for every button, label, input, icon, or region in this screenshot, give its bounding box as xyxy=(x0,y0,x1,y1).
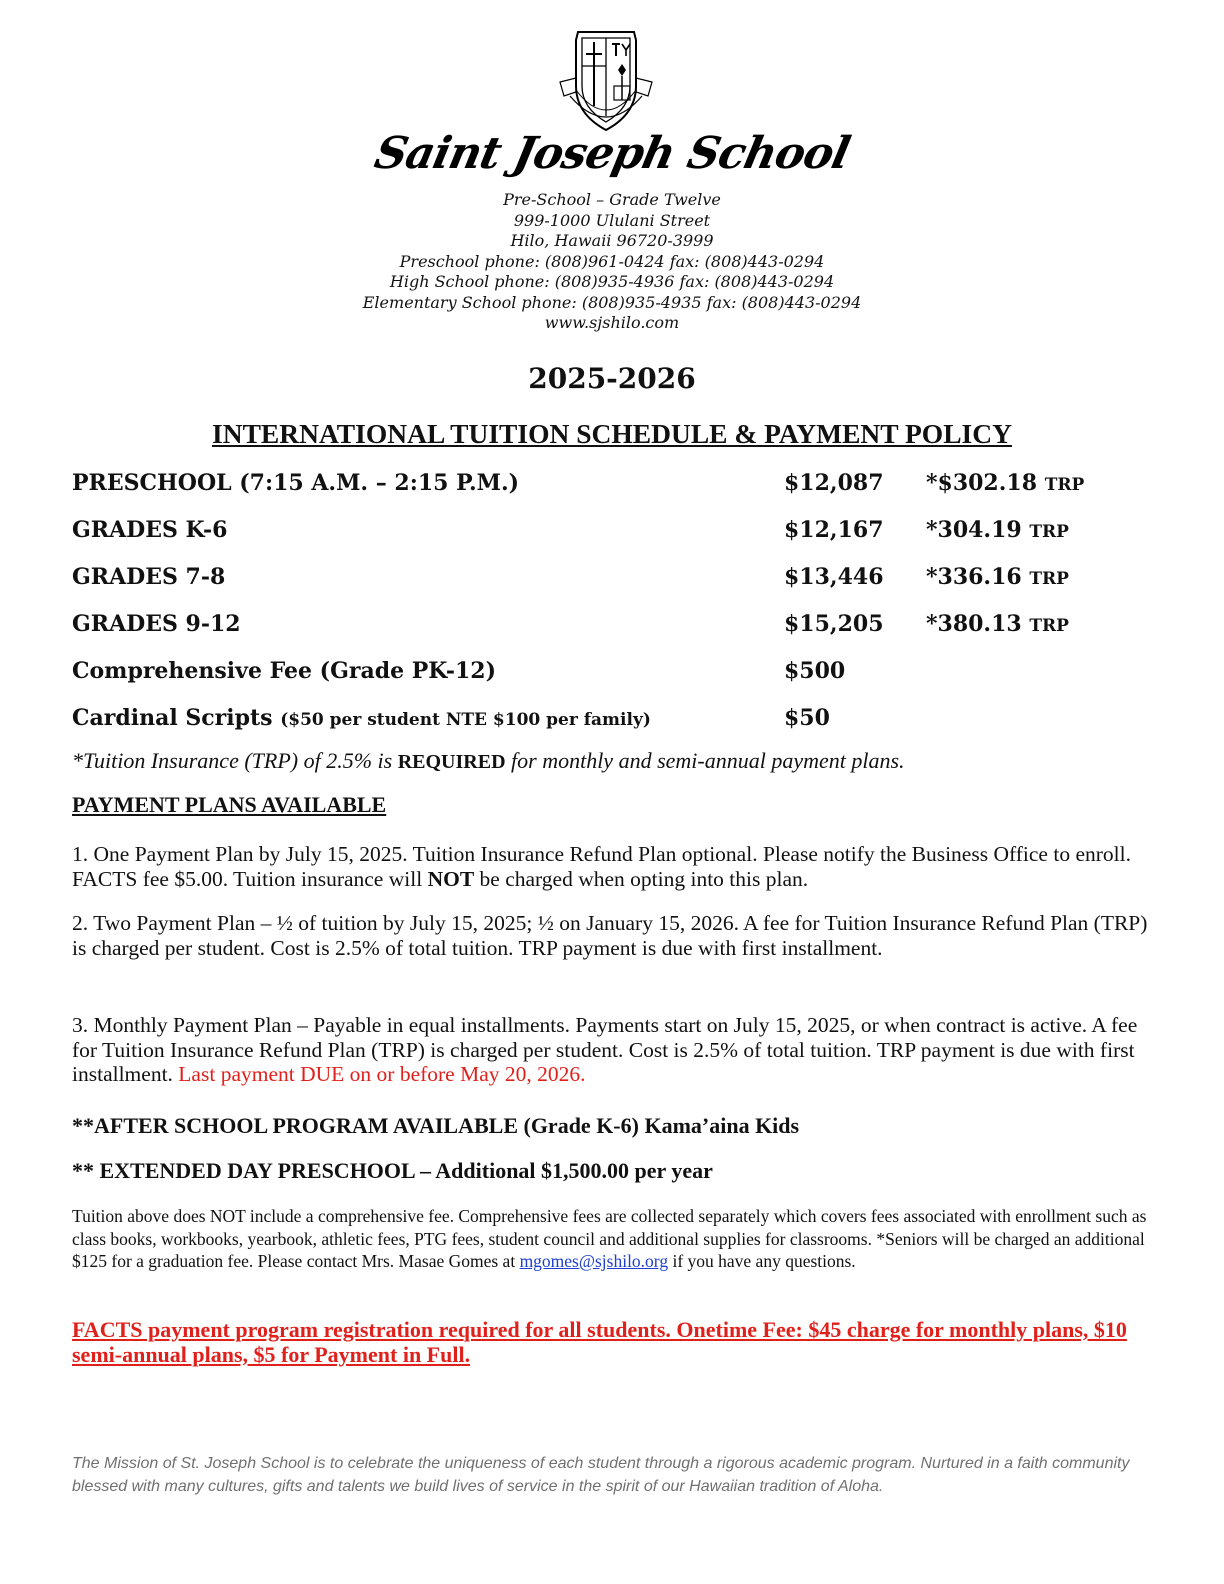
comprehensive-fee-note xyxy=(72,1205,1147,1273)
trp-note-text-end: for monthly and semi-annual payment plans. xyxy=(505,748,905,773)
address-line: High School phone: (808)935-4936 fax: (808)443-0294 xyxy=(389,272,835,291)
fee-label xyxy=(72,705,651,731)
facts-registration-notice: FACTS payment program registration required for all students. Onetime Fee: $45 charge for monthly plans, $10 semi-annual plans, $5 for Payment in Full. xyxy=(72,1317,1127,1367)
school-crest-icon xyxy=(556,26,656,134)
address-line: Elementary School phone: (808)935-4935 fax: (808)443-0294 xyxy=(362,292,862,312)
fee-trp xyxy=(926,611,1069,637)
address-line: Hilo, Hawaii 96720-3999 xyxy=(510,231,714,250)
mission-statement: The Mission of St. Joseph School is to celebrate the uniqueness of each student through a rigorous academic program. Nurtured in a faith community blessed with many cultures, gifts and talents we build lives of service in the spirit of our Hawaiian tradition of Aloha. xyxy=(72,1455,1130,1495)
fee-label-sub: ($50 per student NTE $100 per family) xyxy=(280,710,651,730)
fee-label: GRADES K-6 xyxy=(72,517,228,543)
plan-text-bold: NOT xyxy=(427,866,475,891)
trp-note-text: *Tuition Insurance (TRP) of 2.5% is xyxy=(72,748,398,773)
plan-two-payment: 2. Two Payment Plan – ½ of tuition by July 15, 2025; ½ on January 15, 2026. A fee for Tuition Insurance Refund Plan (TRP) is charged per student. Cost is 2.5% of total tuition. TRP payment is due with first installment. xyxy=(72,911,1148,960)
note-text: Tuition above does NOT include a comprehensive fee. Comprehensive fees are collected separately which covers fees associated with enrollment such as class books, workbooks, yearbook, athletic fees, PTG fees, student council and additional supplies for classrooms. *Seniors will be charged an additional $125 for a graduation fee. Please contact Mrs. Masae Gomes at xyxy=(72,1206,1147,1271)
plan-text: 3. Monthly Payment Plan – Payable in equal installments. Payments start on July 15, 2025, or when contract is active. A fee for Tuition Insurance Refund Plan (TRP) is charged per student. Cost is 2.5% of total tuition. TRP payment is due with first installment. xyxy=(72,1013,1138,1086)
fee-row-comprehensive xyxy=(72,650,1152,697)
fee-label: PRESCHOOL (7:15 A.M. – 2:15 P.M.) xyxy=(72,470,520,496)
after-school-program: **AFTER SCHOOL PROGRAM AVAILABLE (Grade K-6) Kama’aina Kids xyxy=(72,1113,800,1138)
fee-row-7-8 xyxy=(72,556,1152,603)
school-address-block xyxy=(0,190,1224,334)
fee-price: $12,087 xyxy=(784,470,884,496)
fee-price: $50 xyxy=(784,705,830,731)
fee-price: $500 xyxy=(784,658,846,684)
address-line: Preschool phone: (808)961-0424 fax: (808)443-0294 xyxy=(399,251,825,271)
fee-label: GRADES 7-8 xyxy=(72,564,226,590)
plan-text: 1. One Payment Plan by July 15, 2025. Tuition Insurance Refund Plan optional. Please notify the Business Office to enroll. FACTS fee $5.00. Tuition insurance will xyxy=(72,842,1131,891)
fee-trp xyxy=(926,517,1069,543)
plan-monthly xyxy=(72,1013,1152,1087)
fee-trp xyxy=(926,470,1084,496)
plan-text-end: be charged when opting into this plan. xyxy=(474,866,809,891)
trp-amount: *336.16 xyxy=(926,564,1022,590)
fee-price: $13,446 xyxy=(784,564,884,590)
document-title: INTERNATIONAL TUITION SCHEDULE & PAYMENT POLICY xyxy=(212,418,1012,449)
fee-price: $12,167 xyxy=(784,517,884,543)
fee-trp xyxy=(926,564,1069,590)
fee-row-9-12 xyxy=(72,603,1152,650)
extended-day-preschool: ** EXTENDED DAY PRESCHOOL – Additional $1,500.00 per year xyxy=(72,1158,713,1183)
contact-email-link[interactable]: mgomes@sjshilo.org xyxy=(519,1251,669,1271)
trp-amount: *380.13 xyxy=(926,611,1022,637)
trp-requirement-note xyxy=(72,748,905,774)
school-name: Saint Joseph School xyxy=(370,128,854,179)
trp-amount: *$302.18 xyxy=(926,470,1038,496)
address-line: 999-1000 Ululani Street xyxy=(513,210,711,230)
fee-price: $15,205 xyxy=(784,611,884,637)
trp-suffix: TRP xyxy=(1044,475,1085,495)
fee-row-cardinal-scripts xyxy=(72,697,1152,744)
fee-row-k6 xyxy=(72,509,1152,556)
payment-plans-heading: PAYMENT PLANS AVAILABLE xyxy=(72,792,387,817)
tuition-table xyxy=(72,462,1152,744)
fee-label: GRADES 9-12 xyxy=(72,611,241,637)
trp-suffix: TRP xyxy=(1029,616,1069,636)
plan-one-payment xyxy=(72,842,1152,891)
trp-suffix: TRP xyxy=(1029,522,1069,542)
fee-row-preschool xyxy=(72,462,1152,509)
fee-label-main: Cardinal Scripts xyxy=(72,705,273,731)
website-link[interactable]: www.sjshilo.com xyxy=(544,313,680,332)
trp-amount: *304.19 xyxy=(926,517,1022,543)
fee-label: Comprehensive Fee (Grade PK-12) xyxy=(72,658,496,684)
school-year: 2025-2026 xyxy=(528,362,696,395)
note-text-end: if you have any questions. xyxy=(668,1251,856,1271)
trp-suffix: TRP xyxy=(1029,569,1069,589)
last-payment-deadline: Last payment DUE on or before May 20, 2026. xyxy=(178,1062,586,1086)
trp-note-required: REQUIRED xyxy=(397,751,506,773)
address-line: Pre-School – Grade Twelve xyxy=(503,190,721,209)
